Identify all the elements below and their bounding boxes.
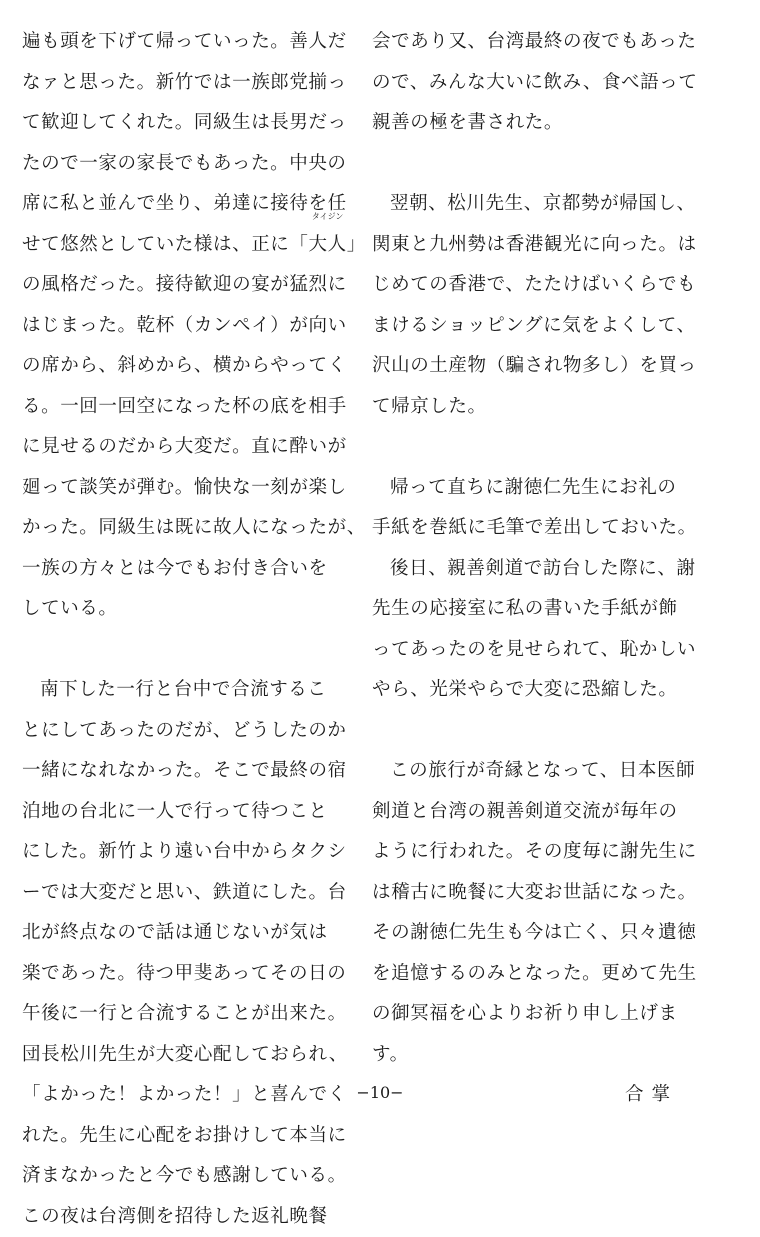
text-line: している。 — [22, 589, 362, 630]
text-line: 南下した一行と台中で合流するこ — [22, 670, 362, 711]
text-line-with-ruby — [22, 225, 362, 266]
ruby-word — [309, 225, 347, 266]
text-line: 関東と九州勢は香港観光に向った。は — [372, 225, 692, 266]
text-line: 会であり又、台湾最終の夜でもあった — [372, 22, 692, 63]
text-line: 席に私と並んで坐り、弟達に接待を任 — [22, 184, 362, 225]
text-line: 泊地の台北に一人で行って待つこと — [22, 792, 362, 833]
text-line: たので一家の家長でもあった。中央の — [22, 144, 362, 185]
paragraph-gap — [372, 711, 692, 752]
text-line: まけるショッピングに気をよくして、 — [372, 306, 692, 347]
text-line: なァと思った。新竹では一族郎党揃っ — [22, 63, 362, 104]
text-line: 沢山の土産物（騙され物多し）を買っ — [372, 346, 692, 387]
text-line: この旅行が奇縁となって、日本医師 — [372, 751, 692, 792]
paragraph-gap — [372, 144, 692, 185]
text-line: 団長松川先生が大変心配しておられ、 — [22, 1035, 362, 1076]
ruby-base: 大人 — [309, 234, 347, 255]
text-line: じめての香港で、たたけばいくらでも — [372, 265, 692, 306]
text-line: 済まなかったと今でも感謝している。 — [22, 1156, 362, 1197]
text-line: 北が終点なので話は通じないが気は — [22, 913, 362, 954]
ruby-line-before: せて悠然としていた様は、正に「 — [22, 234, 309, 255]
ruby-line-after: 」 — [347, 234, 366, 255]
text-line: 「よかった！よかった！」と喜んでく — [22, 1075, 362, 1116]
text-line: かった。同級生は既に故人になったが、 — [22, 508, 362, 549]
page-number: −10− — [0, 1083, 760, 1103]
text-line: に見せるのだから大変だ。直に酔いが — [22, 427, 362, 468]
closing-gassho: 合掌 — [372, 1075, 692, 1116]
text-line: 廻って談笑が弾む。愉快な一刻が楽し — [22, 468, 362, 509]
text-line: とにしてあったのだが、どうしたのか — [22, 711, 362, 752]
text-line: す。 — [372, 1035, 692, 1076]
text-line: その謝徳仁先生も今は亡く、只々遺徳 — [372, 913, 692, 954]
text-line: 剣道と台湾の親善剣道交流が毎年の — [372, 792, 692, 833]
text-line: ーでは大変だと思い、鉄道にした。台 — [22, 873, 362, 914]
ruby-reading: タイジン — [312, 213, 344, 221]
text-line: の席から、斜めから、横からやってく — [22, 346, 362, 387]
text-line: は稽古に晩餐に大変お世話になった。 — [372, 873, 692, 914]
text-line: はじまった。乾杯（カンペイ）が向い — [22, 306, 362, 347]
text-line: 午後に一行と合流することが出来た。 — [22, 994, 362, 1035]
text-line: 帰って直ちに謝徳仁先生にお礼の — [372, 468, 692, 509]
text-line: を追憶するのみとなった。更めて先生 — [372, 954, 692, 995]
text-line: この夜は台湾側を招待した返礼晩餐 — [22, 1197, 362, 1237]
left-column — [22, 22, 362, 1237]
text-line: にした。新竹より遠い台中からタクシ — [22, 832, 362, 873]
text-line: の風格だった。接待歓迎の宴が猛烈に — [22, 265, 362, 306]
text-line: ってあったのを見せられて、恥かしい — [372, 630, 692, 671]
text-line: 親善の極を書された。 — [372, 103, 692, 144]
text-line: 一族の方々とは今でもお付き合いを — [22, 549, 362, 590]
text-line: 遍も頭を下げて帰っていった。善人だ — [22, 22, 362, 63]
right-column — [372, 22, 692, 1116]
text-line: 楽であった。待つ甲斐あってその日の — [22, 954, 362, 995]
text-line: の御冥福を心よりお祈り申し上げま — [372, 994, 692, 1035]
text-line: て歓迎してくれた。同級生は長男だっ — [22, 103, 362, 144]
text-line: る。一回一回空になった杯の底を相手 — [22, 387, 362, 428]
text-line: ので、みんな大いに飲み、食べ語って — [372, 63, 692, 104]
text-line: 後日、親善剣道で訪台した際に、謝 — [372, 549, 692, 590]
text-line: て帰京した。 — [372, 387, 692, 428]
paragraph-gap — [22, 630, 362, 671]
text-line: れた。先生に心配をお掛けして本当に — [22, 1116, 362, 1157]
text-line: 先生の応接室に私の書いた手紙が飾 — [372, 589, 692, 630]
text-line: 手紙を巻紙に毛筆で差出しておいた。 — [372, 508, 692, 549]
text-line: ように行われた。その度毎に謝先生に — [372, 832, 692, 873]
text-line: 翌朝、松川先生、京都勢が帰国し、 — [372, 184, 692, 225]
text-line: やら、光栄やらで大変に恐縮した。 — [372, 670, 692, 711]
paragraph-gap — [372, 427, 692, 468]
text-line: 一緒になれなかった。そこで最終の宿 — [22, 751, 362, 792]
